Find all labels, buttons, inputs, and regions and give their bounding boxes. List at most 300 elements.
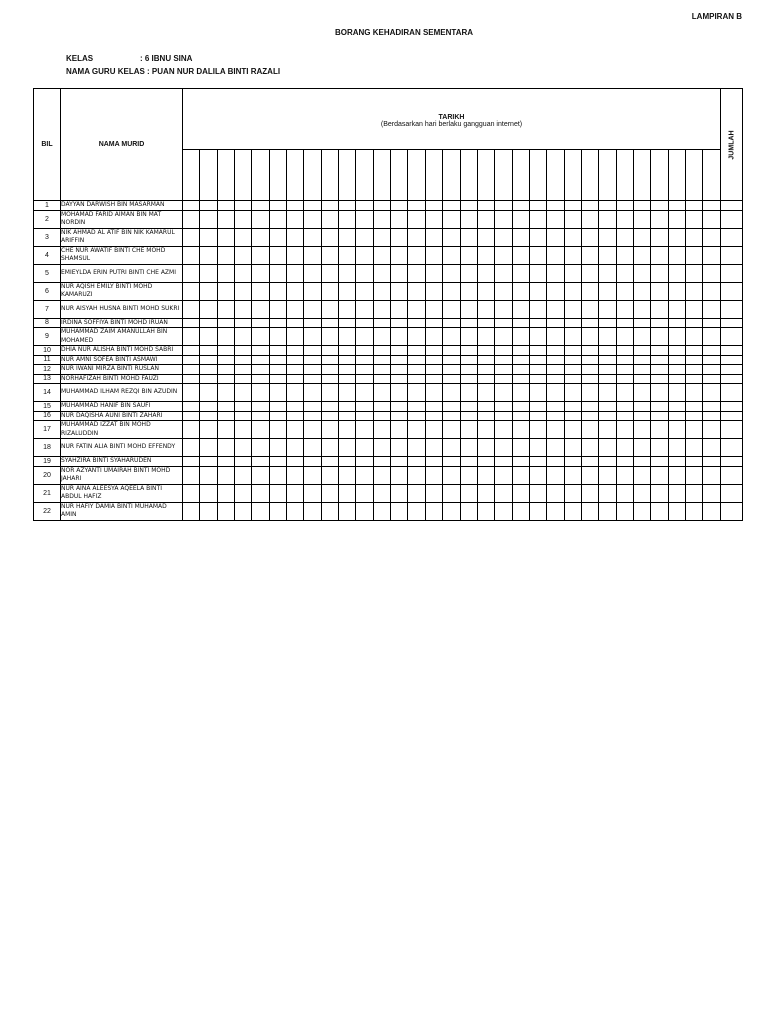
attendance-cell[interactable] bbox=[339, 374, 356, 384]
attendance-cell[interactable] bbox=[443, 355, 460, 365]
attendance-cell[interactable] bbox=[408, 228, 425, 246]
attendance-cell[interactable] bbox=[703, 264, 721, 282]
attendance-cell[interactable] bbox=[217, 328, 234, 346]
attendance-cell[interactable] bbox=[564, 502, 581, 520]
attendance-cell[interactable] bbox=[616, 318, 633, 328]
attendance-cell[interactable] bbox=[391, 328, 408, 346]
attendance-cell[interactable] bbox=[599, 264, 616, 282]
attendance-cell[interactable] bbox=[495, 466, 512, 484]
attendance-cell[interactable] bbox=[547, 384, 564, 402]
total-cell[interactable] bbox=[721, 201, 743, 211]
attendance-cell[interactable] bbox=[408, 457, 425, 467]
attendance-cell[interactable] bbox=[460, 264, 477, 282]
attendance-cell[interactable] bbox=[703, 374, 721, 384]
attendance-cell[interactable] bbox=[217, 228, 234, 246]
attendance-cell[interactable] bbox=[252, 264, 269, 282]
attendance-cell[interactable] bbox=[321, 484, 338, 502]
attendance-cell[interactable] bbox=[408, 502, 425, 520]
attendance-cell[interactable] bbox=[564, 282, 581, 300]
attendance-cell[interactable] bbox=[668, 384, 685, 402]
attendance-cell[interactable] bbox=[408, 411, 425, 421]
attendance-cell[interactable] bbox=[287, 457, 304, 467]
attendance-cell[interactable] bbox=[269, 201, 286, 211]
attendance-cell[interactable] bbox=[564, 484, 581, 502]
attendance-cell[interactable] bbox=[269, 282, 286, 300]
attendance-cell[interactable] bbox=[703, 402, 721, 412]
attendance-cell[interactable] bbox=[495, 282, 512, 300]
attendance-cell[interactable] bbox=[339, 228, 356, 246]
attendance-cell[interactable] bbox=[356, 384, 373, 402]
attendance-cell[interactable] bbox=[304, 365, 321, 375]
attendance-cell[interactable] bbox=[581, 374, 598, 384]
attendance-cell[interactable] bbox=[287, 411, 304, 421]
attendance-cell[interactable] bbox=[547, 411, 564, 421]
attendance-cell[interactable] bbox=[512, 201, 529, 211]
attendance-cell[interactable] bbox=[183, 466, 200, 484]
attendance-cell[interactable] bbox=[356, 374, 373, 384]
attendance-cell[interactable] bbox=[183, 346, 200, 356]
attendance-cell[interactable] bbox=[581, 210, 598, 228]
attendance-cell[interactable] bbox=[373, 201, 390, 211]
attendance-cell[interactable] bbox=[443, 201, 460, 211]
attendance-cell[interactable] bbox=[651, 346, 668, 356]
attendance-cell[interactable] bbox=[581, 300, 598, 318]
attendance-cell[interactable] bbox=[547, 402, 564, 412]
attendance-cell[interactable] bbox=[321, 264, 338, 282]
attendance-cell[interactable] bbox=[287, 318, 304, 328]
attendance-cell[interactable] bbox=[564, 365, 581, 375]
attendance-cell[interactable] bbox=[581, 439, 598, 457]
attendance-cell[interactable] bbox=[685, 300, 702, 318]
attendance-cell[interactable] bbox=[235, 300, 252, 318]
attendance-cell[interactable] bbox=[304, 210, 321, 228]
attendance-cell[interactable] bbox=[651, 457, 668, 467]
attendance-cell[interactable] bbox=[703, 421, 721, 439]
attendance-cell[interactable] bbox=[235, 328, 252, 346]
attendance-cell[interactable] bbox=[547, 374, 564, 384]
attendance-cell[interactable] bbox=[443, 484, 460, 502]
attendance-cell[interactable] bbox=[183, 411, 200, 421]
attendance-cell[interactable] bbox=[252, 421, 269, 439]
attendance-cell[interactable] bbox=[252, 402, 269, 412]
attendance-cell[interactable] bbox=[235, 411, 252, 421]
attendance-cell[interactable] bbox=[460, 282, 477, 300]
attendance-cell[interactable] bbox=[547, 439, 564, 457]
attendance-cell[interactable] bbox=[321, 365, 338, 375]
attendance-cell[interactable] bbox=[651, 484, 668, 502]
attendance-cell[interactable] bbox=[304, 246, 321, 264]
attendance-cell[interactable] bbox=[547, 246, 564, 264]
attendance-cell[interactable] bbox=[685, 246, 702, 264]
attendance-cell[interactable] bbox=[668, 484, 685, 502]
attendance-cell[interactable] bbox=[217, 365, 234, 375]
attendance-cell[interactable] bbox=[235, 282, 252, 300]
attendance-cell[interactable] bbox=[425, 484, 442, 502]
attendance-cell[interactable] bbox=[183, 365, 200, 375]
attendance-cell[interactable] bbox=[287, 210, 304, 228]
attendance-cell[interactable] bbox=[616, 355, 633, 365]
attendance-cell[interactable] bbox=[633, 421, 650, 439]
date-slot[interactable] bbox=[443, 150, 460, 201]
attendance-cell[interactable] bbox=[373, 264, 390, 282]
attendance-cell[interactable] bbox=[668, 318, 685, 328]
attendance-cell[interactable] bbox=[373, 374, 390, 384]
attendance-cell[interactable] bbox=[269, 411, 286, 421]
attendance-cell[interactable] bbox=[200, 384, 217, 402]
attendance-cell[interactable] bbox=[443, 502, 460, 520]
attendance-cell[interactable] bbox=[183, 439, 200, 457]
attendance-cell[interactable] bbox=[443, 210, 460, 228]
attendance-cell[interactable] bbox=[373, 328, 390, 346]
attendance-cell[interactable] bbox=[443, 439, 460, 457]
attendance-cell[interactable] bbox=[651, 365, 668, 375]
attendance-cell[interactable] bbox=[460, 421, 477, 439]
attendance-cell[interactable] bbox=[304, 355, 321, 365]
attendance-cell[interactable] bbox=[200, 365, 217, 375]
attendance-cell[interactable] bbox=[217, 264, 234, 282]
attendance-cell[interactable] bbox=[460, 411, 477, 421]
attendance-cell[interactable] bbox=[200, 502, 217, 520]
attendance-cell[interactable] bbox=[616, 246, 633, 264]
attendance-cell[interactable] bbox=[408, 300, 425, 318]
attendance-cell[interactable] bbox=[200, 201, 217, 211]
attendance-cell[interactable] bbox=[512, 402, 529, 412]
attendance-cell[interactable] bbox=[304, 264, 321, 282]
attendance-cell[interactable] bbox=[304, 328, 321, 346]
attendance-cell[interactable] bbox=[512, 210, 529, 228]
attendance-cell[interactable] bbox=[200, 411, 217, 421]
attendance-cell[interactable] bbox=[304, 484, 321, 502]
attendance-cell[interactable] bbox=[217, 318, 234, 328]
attendance-cell[interactable] bbox=[321, 355, 338, 365]
attendance-cell[interactable] bbox=[269, 210, 286, 228]
attendance-cell[interactable] bbox=[287, 300, 304, 318]
attendance-cell[interactable] bbox=[703, 365, 721, 375]
attendance-cell[interactable] bbox=[668, 457, 685, 467]
attendance-cell[interactable] bbox=[321, 421, 338, 439]
attendance-cell[interactable] bbox=[269, 346, 286, 356]
attendance-cell[interactable] bbox=[356, 457, 373, 467]
attendance-cell[interactable] bbox=[564, 228, 581, 246]
attendance-cell[interactable] bbox=[581, 328, 598, 346]
attendance-cell[interactable] bbox=[339, 402, 356, 412]
attendance-cell[interactable] bbox=[477, 264, 494, 282]
attendance-cell[interactable] bbox=[477, 411, 494, 421]
attendance-cell[interactable] bbox=[339, 346, 356, 356]
attendance-cell[interactable] bbox=[287, 355, 304, 365]
attendance-cell[interactable] bbox=[287, 246, 304, 264]
attendance-cell[interactable] bbox=[616, 328, 633, 346]
attendance-cell[interactable] bbox=[564, 374, 581, 384]
attendance-cell[interactable] bbox=[183, 502, 200, 520]
attendance-cell[interactable] bbox=[685, 282, 702, 300]
attendance-cell[interactable] bbox=[200, 300, 217, 318]
attendance-cell[interactable] bbox=[217, 466, 234, 484]
attendance-cell[interactable] bbox=[339, 246, 356, 264]
attendance-cell[interactable] bbox=[529, 411, 546, 421]
attendance-cell[interactable] bbox=[235, 210, 252, 228]
attendance-cell[interactable] bbox=[391, 300, 408, 318]
attendance-cell[interactable] bbox=[391, 365, 408, 375]
attendance-cell[interactable] bbox=[235, 466, 252, 484]
attendance-cell[interactable] bbox=[529, 457, 546, 467]
attendance-cell[interactable] bbox=[460, 210, 477, 228]
attendance-cell[interactable] bbox=[460, 365, 477, 375]
attendance-cell[interactable] bbox=[443, 374, 460, 384]
date-slot[interactable] bbox=[183, 150, 200, 201]
attendance-cell[interactable] bbox=[200, 264, 217, 282]
attendance-cell[interactable] bbox=[529, 439, 546, 457]
attendance-cell[interactable] bbox=[460, 466, 477, 484]
attendance-cell[interactable] bbox=[564, 384, 581, 402]
date-slot[interactable] bbox=[477, 150, 494, 201]
attendance-cell[interactable] bbox=[651, 228, 668, 246]
attendance-cell[interactable] bbox=[269, 328, 286, 346]
attendance-cell[interactable] bbox=[304, 282, 321, 300]
attendance-cell[interactable] bbox=[564, 466, 581, 484]
attendance-cell[interactable] bbox=[633, 355, 650, 365]
attendance-cell[interactable] bbox=[599, 421, 616, 439]
attendance-cell[interactable] bbox=[356, 300, 373, 318]
attendance-cell[interactable] bbox=[564, 201, 581, 211]
attendance-cell[interactable] bbox=[287, 502, 304, 520]
attendance-cell[interactable] bbox=[356, 402, 373, 412]
attendance-cell[interactable] bbox=[408, 264, 425, 282]
attendance-cell[interactable] bbox=[425, 328, 442, 346]
attendance-cell[interactable] bbox=[616, 439, 633, 457]
attendance-cell[interactable] bbox=[477, 282, 494, 300]
attendance-cell[interactable] bbox=[477, 328, 494, 346]
attendance-cell[interactable] bbox=[339, 466, 356, 484]
attendance-cell[interactable] bbox=[547, 328, 564, 346]
attendance-cell[interactable] bbox=[512, 328, 529, 346]
attendance-cell[interactable] bbox=[287, 365, 304, 375]
attendance-cell[interactable] bbox=[685, 328, 702, 346]
attendance-cell[interactable] bbox=[269, 402, 286, 412]
attendance-cell[interactable] bbox=[547, 421, 564, 439]
attendance-cell[interactable] bbox=[581, 246, 598, 264]
attendance-cell[interactable] bbox=[616, 421, 633, 439]
attendance-cell[interactable] bbox=[304, 346, 321, 356]
attendance-cell[interactable] bbox=[599, 457, 616, 467]
attendance-cell[interactable] bbox=[529, 264, 546, 282]
attendance-cell[interactable] bbox=[356, 346, 373, 356]
attendance-cell[interactable] bbox=[529, 246, 546, 264]
attendance-cell[interactable] bbox=[633, 228, 650, 246]
attendance-cell[interactable] bbox=[477, 439, 494, 457]
attendance-cell[interactable] bbox=[425, 264, 442, 282]
attendance-cell[interactable] bbox=[252, 228, 269, 246]
attendance-cell[interactable] bbox=[339, 355, 356, 365]
attendance-cell[interactable] bbox=[391, 411, 408, 421]
attendance-cell[interactable] bbox=[443, 384, 460, 402]
attendance-cell[interactable] bbox=[235, 201, 252, 211]
attendance-cell[interactable] bbox=[529, 346, 546, 356]
attendance-cell[interactable] bbox=[356, 328, 373, 346]
attendance-cell[interactable] bbox=[512, 355, 529, 365]
attendance-cell[interactable] bbox=[477, 246, 494, 264]
attendance-cell[interactable] bbox=[235, 228, 252, 246]
attendance-cell[interactable] bbox=[547, 466, 564, 484]
attendance-cell[interactable] bbox=[616, 484, 633, 502]
total-cell[interactable] bbox=[721, 328, 743, 346]
date-slot[interactable] bbox=[269, 150, 286, 201]
attendance-cell[interactable] bbox=[321, 502, 338, 520]
total-cell[interactable] bbox=[721, 421, 743, 439]
attendance-cell[interactable] bbox=[703, 210, 721, 228]
attendance-cell[interactable] bbox=[443, 300, 460, 318]
attendance-cell[interactable] bbox=[651, 300, 668, 318]
attendance-cell[interactable] bbox=[183, 355, 200, 365]
attendance-cell[interactable] bbox=[685, 201, 702, 211]
attendance-cell[interactable] bbox=[425, 411, 442, 421]
attendance-cell[interactable] bbox=[581, 282, 598, 300]
attendance-cell[interactable] bbox=[339, 411, 356, 421]
attendance-cell[interactable] bbox=[356, 411, 373, 421]
attendance-cell[interactable] bbox=[287, 421, 304, 439]
attendance-cell[interactable] bbox=[668, 328, 685, 346]
attendance-cell[interactable] bbox=[668, 264, 685, 282]
attendance-cell[interactable] bbox=[547, 210, 564, 228]
total-cell[interactable] bbox=[721, 355, 743, 365]
attendance-cell[interactable] bbox=[356, 466, 373, 484]
attendance-cell[interactable] bbox=[287, 466, 304, 484]
attendance-cell[interactable] bbox=[235, 365, 252, 375]
attendance-cell[interactable] bbox=[529, 421, 546, 439]
attendance-cell[interactable] bbox=[235, 318, 252, 328]
attendance-cell[interactable] bbox=[685, 484, 702, 502]
attendance-cell[interactable] bbox=[408, 355, 425, 365]
attendance-cell[interactable] bbox=[668, 300, 685, 318]
attendance-cell[interactable] bbox=[321, 328, 338, 346]
attendance-cell[interactable] bbox=[391, 384, 408, 402]
date-slot[interactable] bbox=[633, 150, 650, 201]
attendance-cell[interactable] bbox=[183, 282, 200, 300]
attendance-cell[interactable] bbox=[633, 411, 650, 421]
attendance-cell[interactable] bbox=[269, 318, 286, 328]
attendance-cell[interactable] bbox=[339, 502, 356, 520]
attendance-cell[interactable] bbox=[425, 502, 442, 520]
attendance-cell[interactable] bbox=[477, 300, 494, 318]
attendance-cell[interactable] bbox=[425, 365, 442, 375]
attendance-cell[interactable] bbox=[269, 384, 286, 402]
attendance-cell[interactable] bbox=[183, 384, 200, 402]
attendance-cell[interactable] bbox=[512, 457, 529, 467]
attendance-cell[interactable] bbox=[321, 402, 338, 412]
attendance-cell[interactable] bbox=[477, 421, 494, 439]
attendance-cell[interactable] bbox=[616, 411, 633, 421]
attendance-cell[interactable] bbox=[685, 466, 702, 484]
attendance-cell[interactable] bbox=[512, 300, 529, 318]
attendance-cell[interactable] bbox=[217, 402, 234, 412]
attendance-cell[interactable] bbox=[287, 282, 304, 300]
attendance-cell[interactable] bbox=[235, 246, 252, 264]
attendance-cell[interactable] bbox=[668, 502, 685, 520]
attendance-cell[interactable] bbox=[425, 210, 442, 228]
attendance-cell[interactable] bbox=[200, 210, 217, 228]
attendance-cell[interactable] bbox=[495, 346, 512, 356]
attendance-cell[interactable] bbox=[685, 210, 702, 228]
attendance-cell[interactable] bbox=[599, 384, 616, 402]
attendance-cell[interactable] bbox=[703, 484, 721, 502]
attendance-cell[interactable] bbox=[339, 484, 356, 502]
date-slot[interactable] bbox=[304, 150, 321, 201]
attendance-cell[interactable] bbox=[183, 402, 200, 412]
attendance-cell[interactable] bbox=[408, 421, 425, 439]
attendance-cell[interactable] bbox=[356, 228, 373, 246]
attendance-cell[interactable] bbox=[252, 365, 269, 375]
attendance-cell[interactable] bbox=[460, 300, 477, 318]
attendance-cell[interactable] bbox=[252, 246, 269, 264]
attendance-cell[interactable] bbox=[460, 328, 477, 346]
attendance-cell[interactable] bbox=[408, 201, 425, 211]
attendance-cell[interactable] bbox=[235, 374, 252, 384]
total-cell[interactable] bbox=[721, 210, 743, 228]
attendance-cell[interactable] bbox=[217, 210, 234, 228]
attendance-cell[interactable] bbox=[633, 201, 650, 211]
attendance-cell[interactable] bbox=[703, 282, 721, 300]
attendance-cell[interactable] bbox=[269, 466, 286, 484]
attendance-cell[interactable] bbox=[235, 421, 252, 439]
attendance-cell[interactable] bbox=[252, 374, 269, 384]
attendance-cell[interactable] bbox=[269, 439, 286, 457]
attendance-cell[interactable] bbox=[408, 318, 425, 328]
attendance-cell[interactable] bbox=[235, 402, 252, 412]
attendance-cell[interactable] bbox=[373, 466, 390, 484]
attendance-cell[interactable] bbox=[373, 457, 390, 467]
attendance-cell[interactable] bbox=[391, 264, 408, 282]
attendance-cell[interactable] bbox=[321, 228, 338, 246]
attendance-cell[interactable] bbox=[477, 484, 494, 502]
attendance-cell[interactable] bbox=[217, 411, 234, 421]
attendance-cell[interactable] bbox=[287, 484, 304, 502]
attendance-cell[interactable] bbox=[339, 457, 356, 467]
attendance-cell[interactable] bbox=[495, 328, 512, 346]
attendance-cell[interactable] bbox=[391, 466, 408, 484]
attendance-cell[interactable] bbox=[373, 365, 390, 375]
attendance-cell[interactable] bbox=[668, 228, 685, 246]
attendance-cell[interactable] bbox=[547, 355, 564, 365]
attendance-cell[interactable] bbox=[373, 210, 390, 228]
attendance-cell[interactable] bbox=[460, 502, 477, 520]
attendance-cell[interactable] bbox=[512, 365, 529, 375]
attendance-cell[interactable] bbox=[443, 318, 460, 328]
attendance-cell[interactable] bbox=[425, 282, 442, 300]
attendance-cell[interactable] bbox=[668, 246, 685, 264]
attendance-cell[interactable] bbox=[183, 300, 200, 318]
attendance-cell[interactable] bbox=[391, 346, 408, 356]
total-cell[interactable] bbox=[721, 282, 743, 300]
attendance-cell[interactable] bbox=[581, 466, 598, 484]
attendance-cell[interactable] bbox=[391, 402, 408, 412]
date-slot[interactable] bbox=[408, 150, 425, 201]
attendance-cell[interactable] bbox=[321, 201, 338, 211]
attendance-cell[interactable] bbox=[668, 374, 685, 384]
date-slot[interactable] bbox=[651, 150, 668, 201]
attendance-cell[interactable] bbox=[460, 228, 477, 246]
attendance-cell[interactable] bbox=[304, 318, 321, 328]
attendance-cell[interactable] bbox=[616, 264, 633, 282]
date-slot[interactable] bbox=[425, 150, 442, 201]
attendance-cell[interactable] bbox=[183, 246, 200, 264]
attendance-cell[interactable] bbox=[477, 502, 494, 520]
attendance-cell[interactable] bbox=[547, 318, 564, 328]
attendance-cell[interactable] bbox=[633, 282, 650, 300]
attendance-cell[interactable] bbox=[685, 355, 702, 365]
date-slot[interactable] bbox=[235, 150, 252, 201]
attendance-cell[interactable] bbox=[495, 421, 512, 439]
total-cell[interactable] bbox=[721, 246, 743, 264]
